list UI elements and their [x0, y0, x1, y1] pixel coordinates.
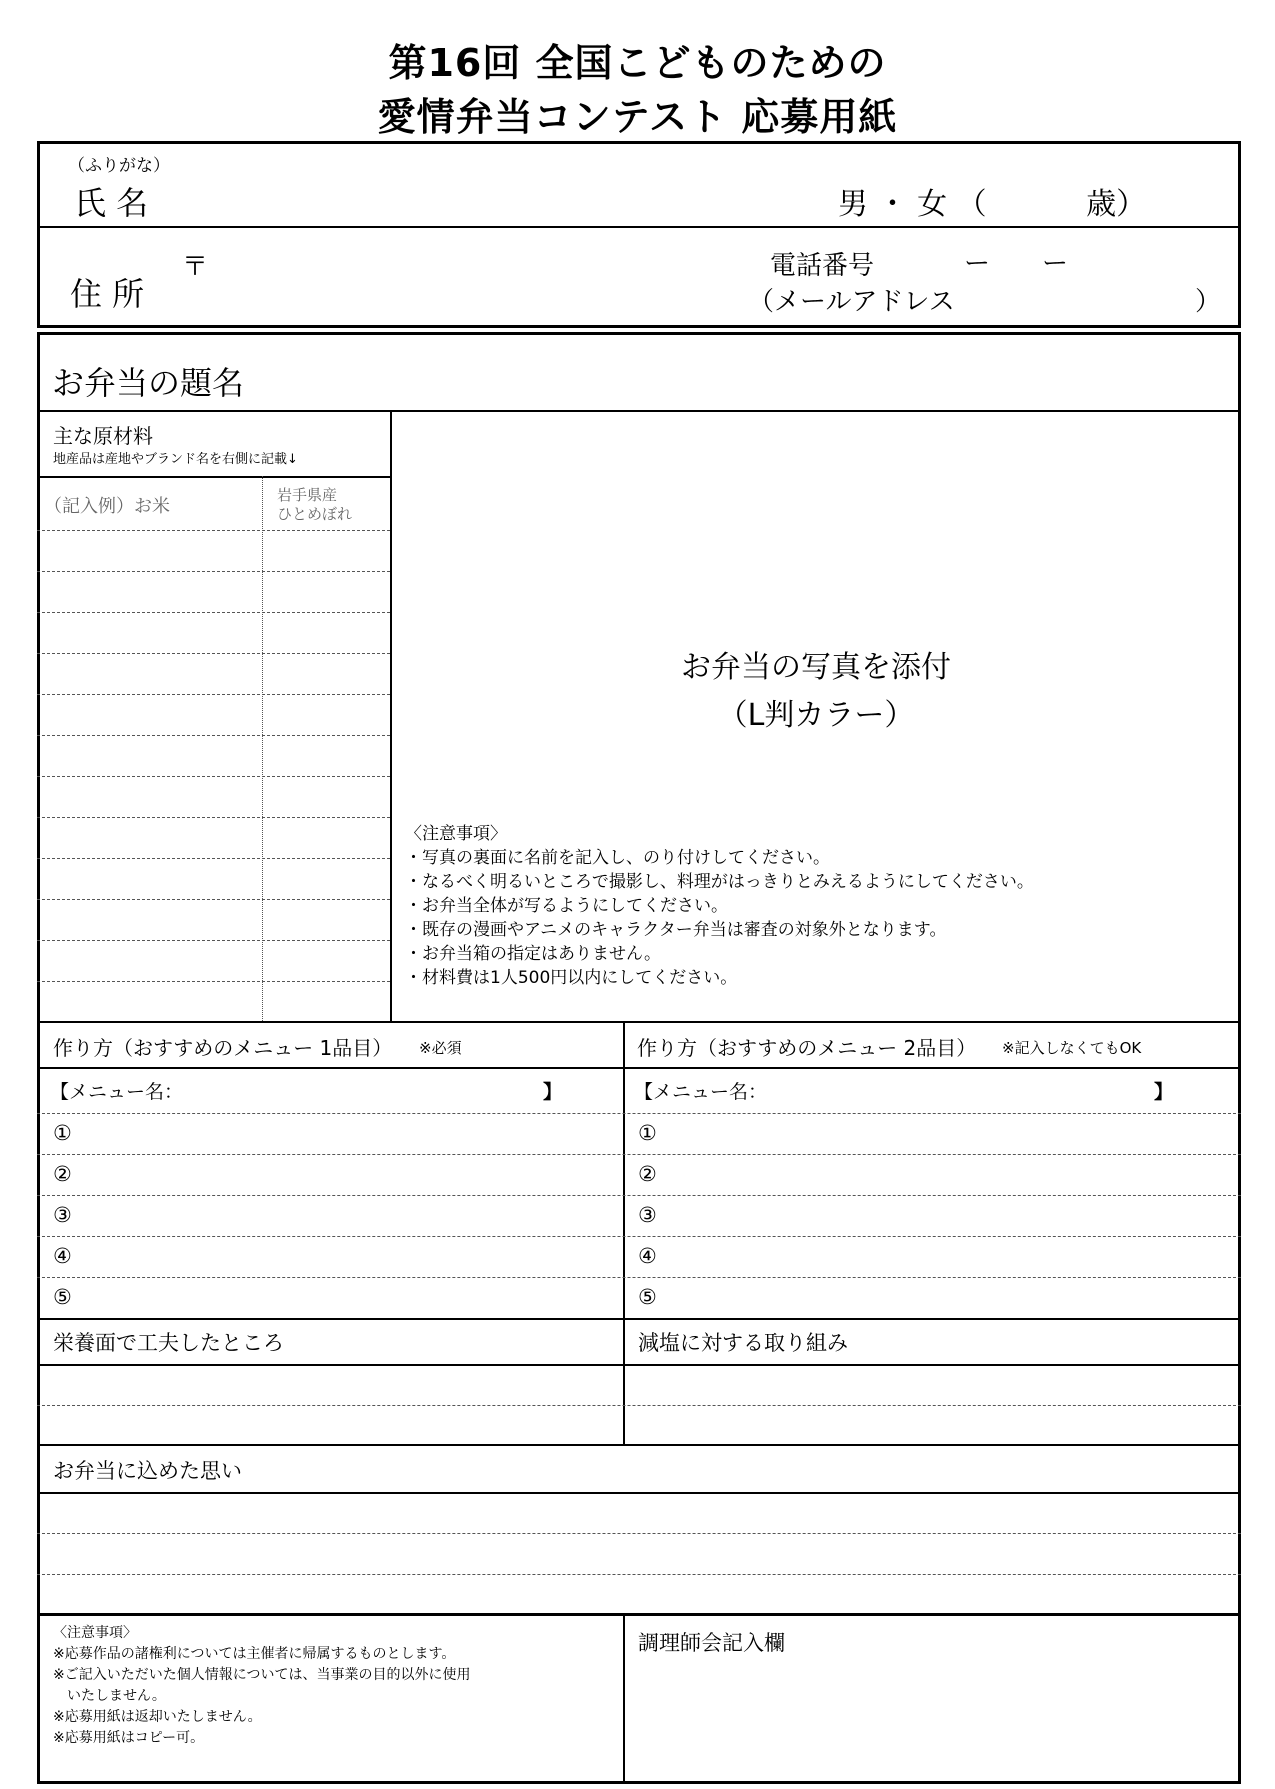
photo-note-item: ・なるべく明るいところで撮影し、料理がはっきりとみえるようにしてください。	[405, 872, 1034, 892]
feelings-heading-divider	[37, 1492, 1241, 1494]
photo-note-item: ・お弁当箱の指定はありません。	[405, 944, 662, 964]
recipe-line	[37, 1277, 1241, 1278]
ingredients-example-right-2: ひとめぼれ	[277, 505, 353, 523]
page-title-line2: 愛情弁当コンテスト 応募用紙	[377, 95, 898, 139]
feelings-label: お弁当に込めた思い	[53, 1459, 242, 1483]
recipe2-step[interactable]: ②	[638, 1162, 657, 1186]
postal-mark: 〒	[182, 252, 209, 282]
recipe1-step[interactable]: ④	[53, 1244, 72, 1268]
recipe-section-bottom	[37, 1318, 1241, 1320]
ingredients-header-divider	[37, 476, 390, 478]
applicant-box	[37, 141, 1241, 328]
recipe2-note: ※記入しなくてもOK	[1002, 1039, 1142, 1057]
ingredients-example-right-1: 岩手県産	[277, 486, 338, 504]
recipe2-step[interactable]: ⑤	[638, 1285, 657, 1309]
ingredients-hint: 地産品は産地やブランド名を右側に記載↓	[53, 452, 298, 467]
recipe-line	[37, 1154, 1241, 1155]
ingredient-line[interactable]	[37, 940, 390, 941]
nutrition-line[interactable]	[37, 1405, 1241, 1406]
feelings-section-bottom	[37, 1613, 1241, 1616]
photo-instruction-line1: お弁当の写真を添付	[681, 650, 951, 685]
recipe-line	[37, 1236, 1241, 1237]
gender-age-field[interactable]: 男 ・ 女 （ 歳）	[838, 187, 1147, 222]
recipe1-step[interactable]: ②	[53, 1162, 72, 1186]
recipe2-menu-label: 【メニュー名：	[634, 1081, 768, 1103]
recipe2-step[interactable]: ①	[638, 1121, 657, 1145]
ingredient-line[interactable]	[37, 735, 390, 736]
nutrition-section-bottom	[37, 1444, 1241, 1446]
recipe1-step[interactable]: ③	[53, 1203, 72, 1227]
recipe-section-top	[37, 1021, 1241, 1023]
footer-note-item: ※応募用紙は返却いたしません。	[53, 1709, 262, 1725]
photo-note-item: ・お弁当全体が写るようにしてください。	[405, 896, 728, 916]
photo-note-item: ・写真の裏面に名前を記入し、のり付けしてください。	[405, 848, 830, 868]
recipe1-step[interactable]: ⑤	[53, 1285, 72, 1309]
recipe-line	[37, 1113, 1241, 1114]
page-title-line1: 第16回 全国こどものための	[388, 41, 887, 85]
footer-note-item: ※応募用紙はコピー可。	[53, 1730, 205, 1746]
salt-label: 減塩に対する取り組み	[638, 1331, 848, 1355]
recipe1-note: ※必須	[419, 1039, 462, 1057]
photo-note-item: ・既存の漫画やアニメのキャラクター弁当は審査の対象外となります。	[405, 920, 947, 940]
recipe2-step[interactable]: ③	[638, 1203, 657, 1227]
name-label: 氏 名	[74, 184, 149, 222]
feelings-line[interactable]	[37, 1533, 1241, 1534]
feelings-line[interactable]	[37, 1574, 1241, 1575]
recipe2-menu-close: 】	[1154, 1081, 1174, 1103]
bento-title-label: お弁当の題名	[52, 364, 245, 402]
recipe1-menu-close: 】	[543, 1081, 563, 1103]
ingredient-line[interactable]	[37, 899, 390, 900]
nutrition-heading-divider	[37, 1364, 1241, 1366]
ingredients-example-left: （記入例）お米	[44, 496, 170, 517]
ingredient-line[interactable]	[37, 694, 390, 695]
furigana-label: （ふりがな）	[68, 156, 170, 176]
address-label: 住 所	[70, 275, 145, 313]
ingredient-line[interactable]	[37, 612, 390, 613]
email-label: （メールアドレス	[748, 287, 955, 317]
ingredient-line[interactable]	[37, 858, 390, 859]
recipe2-heading: 作り方（おすすめのメニュー 2品目）	[637, 1036, 977, 1060]
ingredient-line[interactable]	[37, 530, 390, 531]
ingredient-line[interactable]	[37, 571, 390, 572]
recipe1-menu-label: 【メニュー名：	[50, 1081, 184, 1103]
recipe-line	[37, 1195, 1241, 1196]
ingredient-line[interactable]	[37, 776, 390, 777]
ingredient-line[interactable]	[37, 653, 390, 654]
bento-title-divider	[37, 410, 1241, 412]
phone-dashes[interactable]: ー ー	[964, 249, 1069, 279]
recipe2-step[interactable]: ④	[638, 1244, 657, 1268]
phone-label: 電話番号	[770, 251, 875, 281]
ingredients-label: 主な原材料	[53, 424, 153, 448]
footer-note-item: ※応募作品の諸権利については主催者に帰属するものとします。	[53, 1646, 456, 1662]
recipe1-step[interactable]: ①	[53, 1121, 72, 1145]
photo-notes-heading: 〈注意事項〉	[405, 824, 507, 844]
footer-note-item: ※ご記入いただいた個人情報については、当事業の目的以外に使用	[53, 1667, 471, 1683]
footer-notes-heading: 〈注意事項〉	[53, 1625, 137, 1641]
footer-column-divider	[623, 1613, 625, 1784]
photo-note-item: ・材料費は1人500円以内にしてください。	[405, 968, 738, 988]
recipe-heading-divider	[37, 1067, 1241, 1069]
recipe-column-divider	[623, 1021, 625, 1444]
footer-note-item: いたしません。	[53, 1688, 166, 1704]
email-close: ）	[1195, 287, 1222, 317]
recipe1-heading: 作り方（おすすめのメニュー 1品目）	[53, 1036, 393, 1060]
nutrition-label: 栄養面で工夫したところ	[53, 1331, 284, 1355]
applicant-divider	[37, 226, 1241, 228]
ingredient-line[interactable]	[37, 817, 390, 818]
ingredient-line[interactable]	[37, 981, 390, 982]
chef-association-label: 調理師会記入欄	[638, 1631, 785, 1655]
photo-instruction-line2: （L判カラー）	[717, 698, 915, 733]
